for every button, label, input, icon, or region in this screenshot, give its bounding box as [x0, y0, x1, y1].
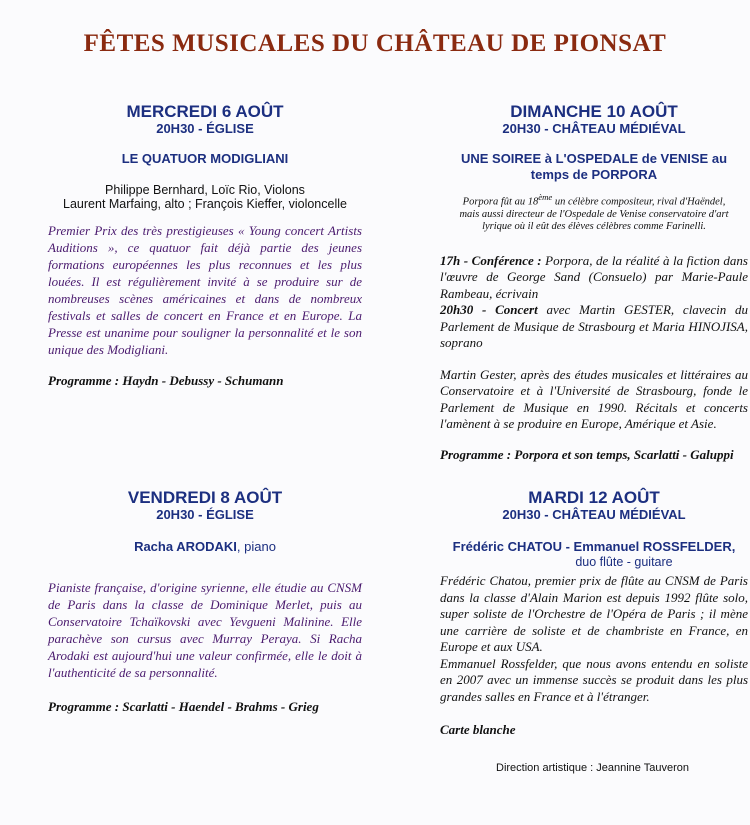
- artistic-direction: Direction artistique : Jeannine Tauveron: [496, 762, 690, 774]
- event-wednesday: [48, 102, 362, 389]
- event-instrument: duo flûte - guitare: [575, 555, 673, 569]
- event-day: VENDREDI 8 AOÛT: [127, 488, 283, 507]
- ensemble-members-line1: Philippe Bernhard, Loïc Rio, Violons: [105, 183, 305, 197]
- event-friday: [48, 488, 362, 715]
- event-ensemble: UNE SOIREE à L'OSPEDALE de VENISE au temps de PORPORA: [460, 151, 728, 182]
- event-day: DIMANCHE 10 AOÛT: [510, 102, 678, 121]
- event-tuesday: [440, 488, 748, 738]
- conference-text: Porpora, de la réalité à la fiction dans l'œuvre de George Sand (Consuelo) par Marie-Paule Rambeau, écrivain: [440, 252, 748, 301]
- concert-label: 20h30 - Concert: [440, 302, 538, 317]
- event-artist: [48, 539, 362, 555]
- artist-instrument: , piano: [236, 539, 276, 554]
- artist-name: Racha ARODAKI: [134, 539, 237, 554]
- event-description: Premier Prix des très prestigieuses « Young concert Artists Auditions », ce quatuor fait déjà partie des jeunes formations européennes les plus reconnues et les plus louées. Il est régulièrement invité à se produire sur de nombreuses scènes américaines et dans de nombreux festivals et salles de concert en France et en Europe. La Presse est unanime pour souligner la personnalité et le son unique des Modigliani.: [48, 223, 362, 357]
- event-intro: [440, 191, 748, 233]
- intro-text-start: Porpora fût au 18: [462, 196, 539, 208]
- concert-text: avec Martin GESTER, clavecin du Parlement de Musique de Strasbourg et Maria HINOJISA, soprano: [440, 302, 748, 350]
- event-time: 20H30 - ÉGLISE: [156, 507, 254, 522]
- event-description: Pianiste française, d'origine syrienne, elle étudie au CNSM de Paris dans la classe de Dominique Merlet, puis au Conservatoire Tchaïkovski avec Yevgueni Malinine. Elle parachève son cursus avec Murray Peraya. Si Racha Arodaki est aujourd'hui une valeur confirmée, elle le doit à l'authenticité de sa personnalité.: [48, 580, 362, 680]
- event-ensemble: LE QUATUOR MODIGLIANI: [121, 151, 289, 166]
- event-description-2: Emmanuel Rossfelder, que nous avons entendu en soliste en 2007 avec un immense succès se produit dans les plus grandes salles en France et à l'étranger.: [440, 655, 748, 704]
- event-programme: Carte blanche: [440, 722, 516, 737]
- event-artists: Frédéric CHATOU - Emmanuel ROSSFELDER,: [452, 539, 736, 554]
- event-description: Frédéric Chatou, premier prix de flûte au CNSM de Paris dans la classe d'Alain Marion est depuis 1992 flûte solo, super soliste de l'Orchestre de l'Opéra de Paris ; il mène une carrière de soliste et de chambriste en France, en Europe et aux USA.: [440, 573, 748, 654]
- event-time: 20H30 - CHÂTEAU MÉDIÉVAL: [502, 507, 686, 522]
- event-schedule: [440, 253, 748, 352]
- page-title: FÊTES MUSICALES DU CHÂTEAU DE PIONSAT: [83, 30, 667, 57]
- event-time: 20H30 - CHÂTEAU MÉDIÉVAL: [502, 121, 686, 136]
- intro-text-end: un célèbre compositeur, rival d'Haëndel, mais aussi directeur de l'Ospedale de Venise conservatoire d'art lyrique où il eût des élèves célèbres comme Farinelli.: [459, 196, 729, 232]
- ensemble-members-line2: Laurent Marfaing, alto ; François Kieffer, violoncelle: [63, 197, 347, 211]
- event-time: 20H30 - ÉGLISE: [156, 121, 254, 136]
- event-day: MARDI 12 AOÛT: [528, 488, 660, 507]
- event-programme: Programme : Haydn - Debussy - Schumann: [48, 373, 284, 388]
- event-description: Martin Gester, après des études musicales et littéraires au Conservatoire et à l'Université de Strasbourg, fonde le Parlement de Musique en 1990. Récitals et concerts l'amènent à se produire en Europe, Amérique et Asie.: [440, 366, 748, 431]
- event-programme: Programme : Scarlatti - Haendel - Brahms - Grieg: [48, 699, 319, 714]
- event-sunday: [440, 102, 748, 463]
- event-programme: Programme : Porpora et son temps, Scarlatti - Galuppi: [440, 446, 734, 462]
- intro-superscript: ème: [538, 192, 553, 202]
- event-day: MERCREDI 6 AOÛT: [126, 102, 284, 121]
- conference-label: 17h - Conférence :: [440, 252, 542, 268]
